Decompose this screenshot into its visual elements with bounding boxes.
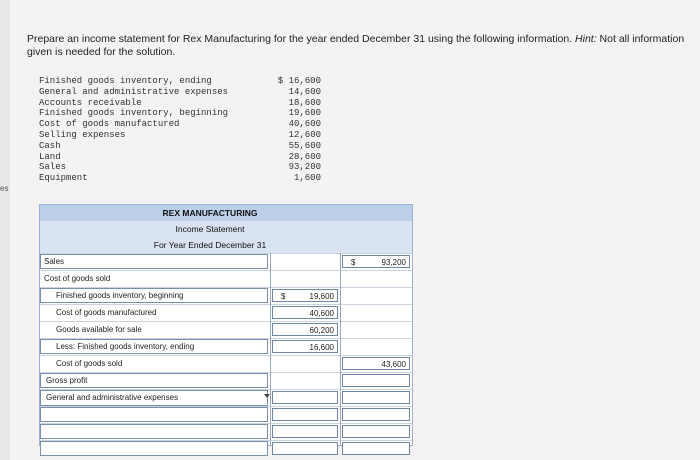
amount-input[interactable] [342, 442, 410, 455]
given-row [39, 141, 329, 152]
given-label: Cash [39, 140, 61, 151]
question-text-2: Not all information given is needed for the solution. [27, 33, 685, 58]
given-label: Equipment [39, 173, 88, 184]
table-row [40, 440, 412, 457]
income-statement-form [39, 204, 413, 446]
hint-label: Hint: [575, 33, 597, 45]
row-label-dropdown[interactable] [40, 390, 268, 406]
table-row [40, 304, 412, 321]
given-value: 55,600 [288, 140, 321, 151]
row-label: Cost of goods sold [56, 359, 123, 368]
row-label-dropdown[interactable] [40, 424, 268, 439]
table-row [40, 253, 412, 270]
given-value: 18,600 [288, 97, 321, 108]
given-data-list [39, 76, 329, 184]
statement-title: Income Statement [175, 224, 245, 234]
given-value: 40,600 [288, 119, 321, 130]
given-value: 28,600 [288, 151, 321, 162]
amount-value: 93,200 [381, 258, 406, 267]
right-amount-cell [342, 356, 410, 371]
amount-input[interactable] [272, 323, 338, 336]
table-row [40, 338, 412, 355]
given-label: Finished goods inventory, ending [39, 76, 212, 86]
amount-value: 16,600 [309, 343, 334, 352]
column-divider [270, 253, 271, 445]
table-row [40, 355, 412, 372]
given-row [39, 152, 329, 163]
given-row [39, 87, 329, 98]
question-text-1: Prepare an income statement for Rex Manufacturing for the year ended December 31 using the following information. [27, 33, 576, 45]
amount-value: 40,600 [309, 309, 334, 318]
row-label-dropdown[interactable]: Gross profit [40, 373, 268, 388]
given-row [39, 76, 329, 87]
right-amount-cell [342, 424, 410, 439]
given-value: 14,600 [288, 86, 321, 97]
amount-input[interactable] [342, 255, 410, 268]
given-row [39, 173, 329, 184]
mid-amount-cell [272, 390, 338, 405]
mid-amount-cell [272, 288, 338, 303]
mid-amount-cell [272, 339, 338, 354]
given-row [39, 108, 329, 119]
row-label: Cost of goods manufactured [56, 308, 157, 317]
mid-amount-cell [272, 254, 338, 269]
mid-amount-cell [272, 441, 338, 456]
amount-value: 60,200 [309, 326, 334, 335]
given-label: Cost of goods manufactured [39, 119, 180, 130]
given-row [39, 130, 329, 141]
table-row [40, 372, 412, 389]
table-row [40, 321, 412, 338]
amount-input[interactable] [272, 289, 338, 302]
amount-input[interactable] [272, 425, 338, 438]
amount-input[interactable] [342, 391, 410, 404]
amount-value: 19,600 [309, 292, 334, 301]
question-prompt [27, 33, 695, 58]
mid-amount-cell [272, 407, 338, 422]
table-row [40, 406, 412, 423]
given-row [39, 119, 329, 130]
given-row [39, 98, 329, 109]
given-value: 12,600 [288, 129, 321, 140]
table-row [40, 423, 412, 440]
given-value: 1,600 [293, 173, 321, 184]
given-row [39, 162, 329, 173]
amount-input[interactable] [342, 374, 410, 387]
given-value: 93,200 [288, 162, 321, 173]
row-label-dropdown[interactable] [40, 441, 268, 456]
mid-amount-cell [272, 424, 338, 439]
amount-input[interactable] [272, 306, 338, 319]
table-row [40, 389, 412, 406]
column-divider [340, 253, 341, 445]
given-label: Selling expenses [39, 129, 126, 140]
company-name: REX MANUFACTURING [162, 208, 258, 218]
right-amount-cell [342, 288, 410, 303]
given-value: $ 16,600 [277, 76, 321, 86]
row-label-dropdown[interactable]: Less: Finished goods inventory, ending [40, 339, 268, 354]
mid-amount-cell [272, 322, 338, 337]
right-amount-cell [342, 254, 410, 269]
right-amount-cell [342, 407, 410, 422]
amount-input[interactable] [342, 425, 410, 438]
dropdown-selected-value: General and administrative expenses [46, 393, 179, 402]
mid-amount-cell [272, 356, 338, 371]
given-label: Land [39, 151, 61, 162]
row-label-dropdown[interactable]: Sales [40, 254, 268, 269]
given-value: 19,600 [288, 108, 321, 119]
statement-header [40, 205, 412, 253]
statement-period: For Year Ended December 31 [153, 240, 267, 250]
statement-grid [40, 253, 412, 457]
row-label: Cost of goods sold [44, 274, 111, 283]
right-amount-cell [342, 441, 410, 456]
table-row [40, 287, 412, 304]
given-label: General and administrative expenses [39, 86, 229, 97]
row-label: Goods available for sale [56, 325, 142, 334]
amount-input[interactable] [272, 408, 338, 421]
amount-input[interactable] [342, 357, 410, 370]
table-row [40, 270, 412, 287]
amount-input[interactable] [342, 408, 410, 421]
right-amount-cell [342, 390, 410, 405]
dollar-sign: $ [281, 292, 286, 301]
mid-amount-cell [272, 305, 338, 320]
given-label: Sales [39, 162, 67, 173]
row-label-dropdown[interactable]: Finished goods inventory, beginning [40, 288, 268, 303]
amount-input[interactable] [272, 340, 338, 353]
left-sidebar-strip [0, 0, 10, 460]
amount-input[interactable] [272, 391, 338, 404]
amount-input[interactable] [272, 442, 338, 455]
given-label: Finished goods inventory, beginning [39, 108, 229, 119]
row-label-dropdown[interactable] [40, 407, 268, 422]
sidebar-text-fragment: es [0, 184, 9, 193]
dollar-sign: $ [351, 258, 356, 267]
right-amount-cell [342, 373, 410, 388]
amount-value: 43,600 [381, 360, 406, 369]
given-label: Accounts receivable [39, 97, 142, 108]
